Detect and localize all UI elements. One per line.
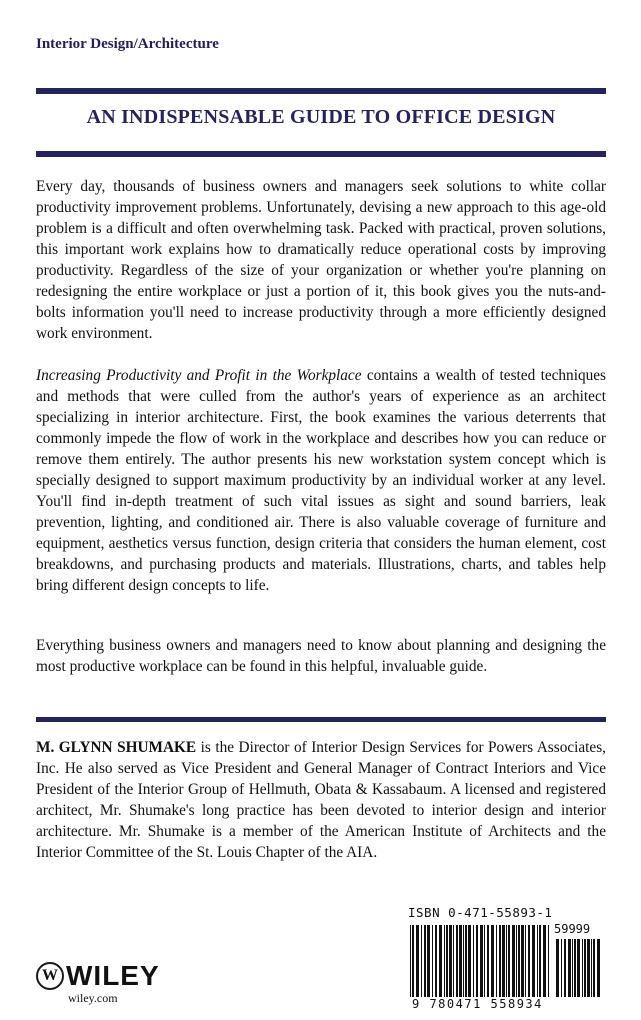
barcode-bar <box>416 925 419 997</box>
barcode-bar <box>561 939 562 997</box>
barcode-bar <box>582 939 583 997</box>
barcode-bar <box>572 939 573 997</box>
barcode-bar <box>444 925 445 997</box>
description-paragraph-2 <box>36 365 606 596</box>
barcode-bar <box>532 925 535 997</box>
barcode-bar <box>456 925 458 997</box>
barcode-bar <box>465 925 467 997</box>
barcode-bar <box>521 925 524 997</box>
top-rule <box>36 88 606 94</box>
barcode-bar <box>574 939 576 997</box>
paragraph-2-text: contains a wealth of tested techniques and methods that were culled from the author's years of experience as an architect specializing in interior architecture. First, the book examines the various deterrents that commonly impede the flow of work in the workplace and describes how you can reduce or remove them entirely. The author presents his new workstation system concept which is specially designed to support maximum productivity by an individual worker at any level. You'll find in-depth treatment of such vital issues as sight and sound barriers, leak prevention, lighting, and conditioned air. There is also valuable coverage of furniture and equipment, aesthetics versus function, design criteria that considers the human element, cost breakdowns, and purchasing products and materials. Illustrations, charts, and tables help bring different design concepts to life. <box>36 367 606 594</box>
barcode-bar <box>421 925 422 997</box>
barcode-bar <box>412 925 414 997</box>
barcode-bar <box>453 925 454 997</box>
barcode-bar <box>528 925 530 997</box>
barcode-bar <box>496 925 497 997</box>
barcode-bar <box>506 925 507 997</box>
barcode-bar <box>593 939 595 997</box>
barcode-bar <box>446 925 448 997</box>
barcode-bar <box>484 925 485 997</box>
barcode-bar <box>424 925 426 997</box>
author-name: M. GLYNN SHUMAKE <box>36 739 197 756</box>
barcode-bar <box>518 925 520 997</box>
barcode-bar <box>410 925 411 997</box>
author-divider-rule <box>36 717 606 722</box>
author-bio-text: is the Director of Interior Design Services for Powers Associates, Inc. He also served as Vice President and General Manager of Contract Interiors and Vice President of the Interior Group of Hellmuth, Obata & Kassabaum. A licensed and registered architect, Mr. Shumake's long practice has been devoted to interior design and interior architecture. Mr. Shumake is a member of the American Institute of Architects and the Interior Committee of the St. Louis Chapter of the AIA. <box>36 739 606 861</box>
barcode-bar <box>435 925 437 997</box>
barcode-bar <box>539 925 541 997</box>
barcode-bar <box>512 925 515 997</box>
barcode-bar <box>499 925 501 997</box>
author-bio <box>36 737 606 863</box>
barcode-bar <box>556 939 559 997</box>
description-paragraph-1: Every day, thousands of business owners and managers seek solutions to white collar productivity improvement problems. Unfortunately, devising a new approach to this age-old problem is a difficult and often overwhelming task. Packed with practical, proven solutions, this important work explains how to dramatically reduce operational costs by improving productivity. Regardless of the size of your organization or whether you're planning on redesigning the entire workplace or just a portion of it, this book gives you the nuts-and-bolts information you'll need to increase productivity through a more efficiently designed work environment. <box>36 178 606 342</box>
publisher-name: WILEY <box>66 960 160 991</box>
barcode-bar <box>459 925 462 997</box>
description-paragraph-3: Everything business owners and managers need to know about planning and designing the most productive workplace can be found in this helpful, invaluable guide. <box>36 637 606 675</box>
barcode-bar <box>463 925 464 997</box>
barcode-bar <box>502 925 505 997</box>
barcode-bar <box>473 925 474 997</box>
barcode-bar <box>525 925 526 997</box>
barcode-bar <box>487 925 489 997</box>
barcode-bar <box>591 939 592 997</box>
barcode-bar <box>597 939 600 997</box>
barcode-bar <box>491 925 494 997</box>
barcode-bar <box>432 925 433 997</box>
barcode-bar <box>439 925 442 997</box>
barcode-bar <box>543 925 546 997</box>
barcode-bar <box>468 925 471 997</box>
book-title: Increasing Productivity and Profit in the Workplace <box>36 367 362 384</box>
ean-barcode <box>410 925 552 997</box>
barcode-bar <box>577 939 580 997</box>
publisher-site: wiley.com <box>68 991 118 1005</box>
barcode-bar <box>480 925 483 997</box>
barcode-bar <box>508 925 510 997</box>
category-label: Interior Design/Architecture <box>36 36 219 52</box>
barcode-bar <box>537 925 538 997</box>
barcode-bar <box>568 939 571 997</box>
price-code: 59999 <box>554 922 591 936</box>
barcode-bar <box>476 925 478 997</box>
barcode-bar <box>548 925 549 997</box>
barcode-bar <box>427 925 430 997</box>
headline: AN INDISPENSABLE GUIDE TO OFFICE DESIGN <box>86 106 556 128</box>
price-addon-barcode <box>556 939 600 997</box>
barcode-bar <box>449 925 452 997</box>
ean-number: 9 780471 558934 <box>412 997 543 1011</box>
barcode-bar <box>584 939 586 997</box>
isbn-label: ISBN 0-471-55893-1 <box>408 905 553 920</box>
wiley-w-seal-icon: W <box>36 962 64 990</box>
headline-bottom-rule <box>36 151 606 157</box>
barcode-block <box>404 905 604 1013</box>
barcode-bar <box>587 939 590 997</box>
barcode-bar <box>516 925 517 997</box>
publisher-logo <box>36 962 160 1006</box>
barcode-bar <box>564 939 566 997</box>
